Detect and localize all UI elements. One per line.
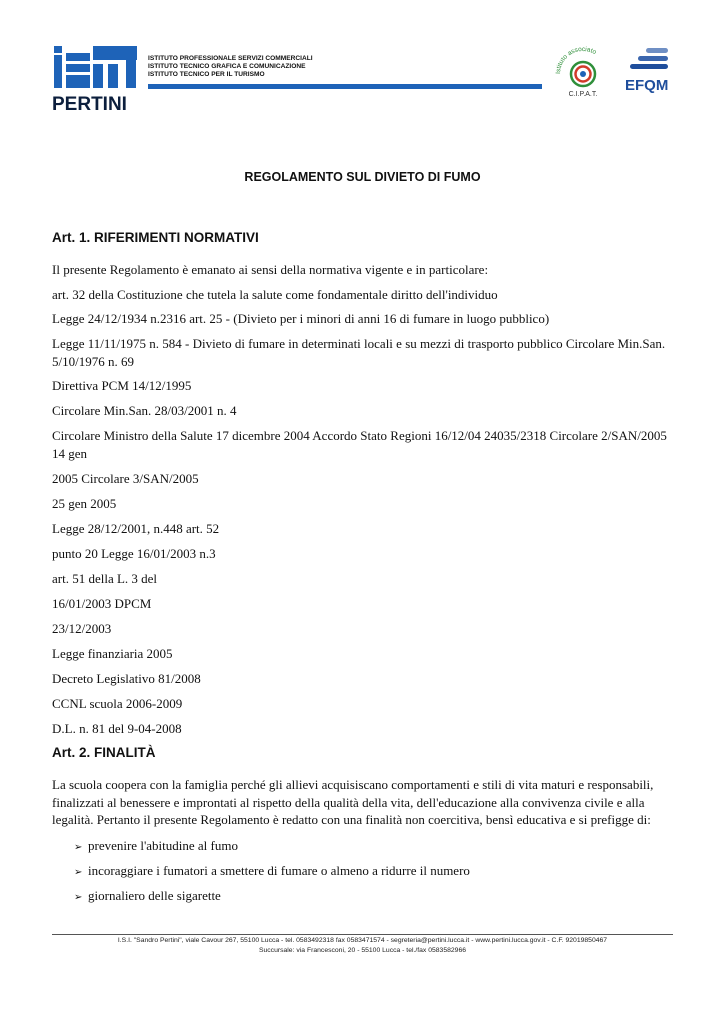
cipat-arc-text: Istituto associato bbox=[554, 45, 598, 75]
art1-paragraph: Direttiva PCM 14/12/1995 bbox=[52, 378, 192, 393]
art1-paragraph: Legge 24/12/1934 n.2316 art. 25 - (Divieto per i minori di anni 16 di fumare in luogo pubblico) bbox=[52, 311, 550, 326]
list-item bbox=[74, 887, 221, 907]
list-item bbox=[74, 837, 238, 857]
art1-paragraph: CCNL scuola 2006-2009 bbox=[52, 696, 183, 711]
list-item bbox=[74, 862, 470, 882]
art2-paragraph: La scuola coopera con la famiglia perché gli allievi acquisiscano comportamenti e stili di vita maturi e responsabili, finalizzati al benessere e improntati al rispetto della qualità della vita, dell'educazione alla convivenza civile e alla legalità. Pertanto il presente Regolamento è redatto con una finalità non coercitiva, bensì educativa e si prefigge di: bbox=[52, 777, 654, 827]
arrow-bullet-icon: ➢ bbox=[74, 867, 83, 878]
art1-paragraph: art. 51 della L. 3 del bbox=[52, 571, 158, 586]
logo-pertini-text: PERTINI bbox=[52, 94, 127, 112]
institute-names bbox=[148, 55, 313, 80]
art1-paragraph: 2005 Circolare 3/SAN/2005 bbox=[52, 471, 199, 486]
cipat-logo bbox=[552, 44, 614, 98]
art1-paragraph: Il presente Regolamento è emanato ai sensi della normativa vigente e in particolare: bbox=[52, 262, 489, 277]
isi-logo bbox=[52, 44, 144, 112]
letterhead bbox=[0, 0, 725, 120]
cipat-label: C.I.P.A.T. bbox=[568, 91, 598, 98]
arrow-bullet-icon: ➢ bbox=[74, 842, 83, 853]
list-item-text: incoraggiare i fumatori a smettere di fumare o almeno a ridurre il numero bbox=[88, 863, 470, 878]
institute-line: ISTITUTO TECNICO GRAFICA E COMUNICAZIONE bbox=[148, 63, 306, 71]
arrow-bullet-icon: ➢ bbox=[74, 892, 83, 903]
art1-paragraph: D.L. n. 81 del 9-04-2008 bbox=[52, 721, 182, 736]
list-item-text: prevenire l'abitudine al fumo bbox=[88, 838, 238, 853]
efqm-logo bbox=[624, 46, 674, 94]
art2-heading: Art. 2. FINALITÀ bbox=[52, 745, 156, 760]
document-title: REGOLAMENTO SUL DIVIETO DI FUMO bbox=[244, 170, 481, 184]
art1-paragraph: Legge finanziaria 2005 bbox=[52, 646, 173, 661]
header-blue-rule bbox=[148, 84, 542, 89]
art1-paragraph: 25 gen 2005 bbox=[52, 496, 117, 511]
list-item-text: giornaliero delle sigarette bbox=[88, 888, 221, 903]
art1-paragraph: punto 20 Legge 16/01/2003 n.3 bbox=[52, 546, 216, 561]
art1-paragraph: Legge 28/12/2001, n.448 art. 52 bbox=[52, 521, 220, 536]
art1-paragraph: Decreto Legislativo 81/2008 bbox=[52, 671, 201, 686]
art1-paragraph: 23/12/2003 bbox=[52, 621, 112, 636]
footer-line: Succursale: via Francesconi, 20 - 55100 Lucca - tel./fax 0583582966 bbox=[258, 947, 467, 954]
art1-paragraph: 16/01/2003 DPCM bbox=[52, 596, 152, 611]
art1-paragraph: art. 32 della Costituzione che tutela la salute come fondamentale diritto dell'individuo bbox=[52, 287, 498, 302]
art1-paragraph: Circolare Min.San. 28/03/2001 n. 4 bbox=[52, 403, 237, 418]
art1-paragraph: Circolare Ministro della Salute 17 dicembre 2004 Accordo Stato Regioni 16/12/04 24035/2318 Circolare 2/SAN/2005 14 gen bbox=[52, 428, 667, 461]
art1-paragraph: Legge 11/11/1975 n. 584 - Divieto di fumare in determinati locali e su mezzi di trasporto pubblico Circolare Min.San. 5/10/1976 n. 69 bbox=[52, 336, 666, 369]
footer-line: I.S.I. "Sandro Pertini", viale Cavour 267, 55100 Lucca - tel. 0583492318 fax 0583471574 - segreteria@pertini.lucca.it - www.pertini.lucca.gov.it - C.F. 92019850467 bbox=[117, 937, 608, 944]
institute-line: ISTITUTO PROFESSIONALE SERVIZI COMMERCIALI bbox=[148, 55, 313, 62]
art1-heading: Art. 1. RIFERIMENTI NORMATIVI bbox=[52, 230, 259, 245]
efqm-label: EFQM bbox=[625, 77, 669, 94]
institute-line: ISTITUTO TECNICO PER IL TURISMO bbox=[148, 71, 265, 79]
footer-rule bbox=[52, 934, 673, 935]
